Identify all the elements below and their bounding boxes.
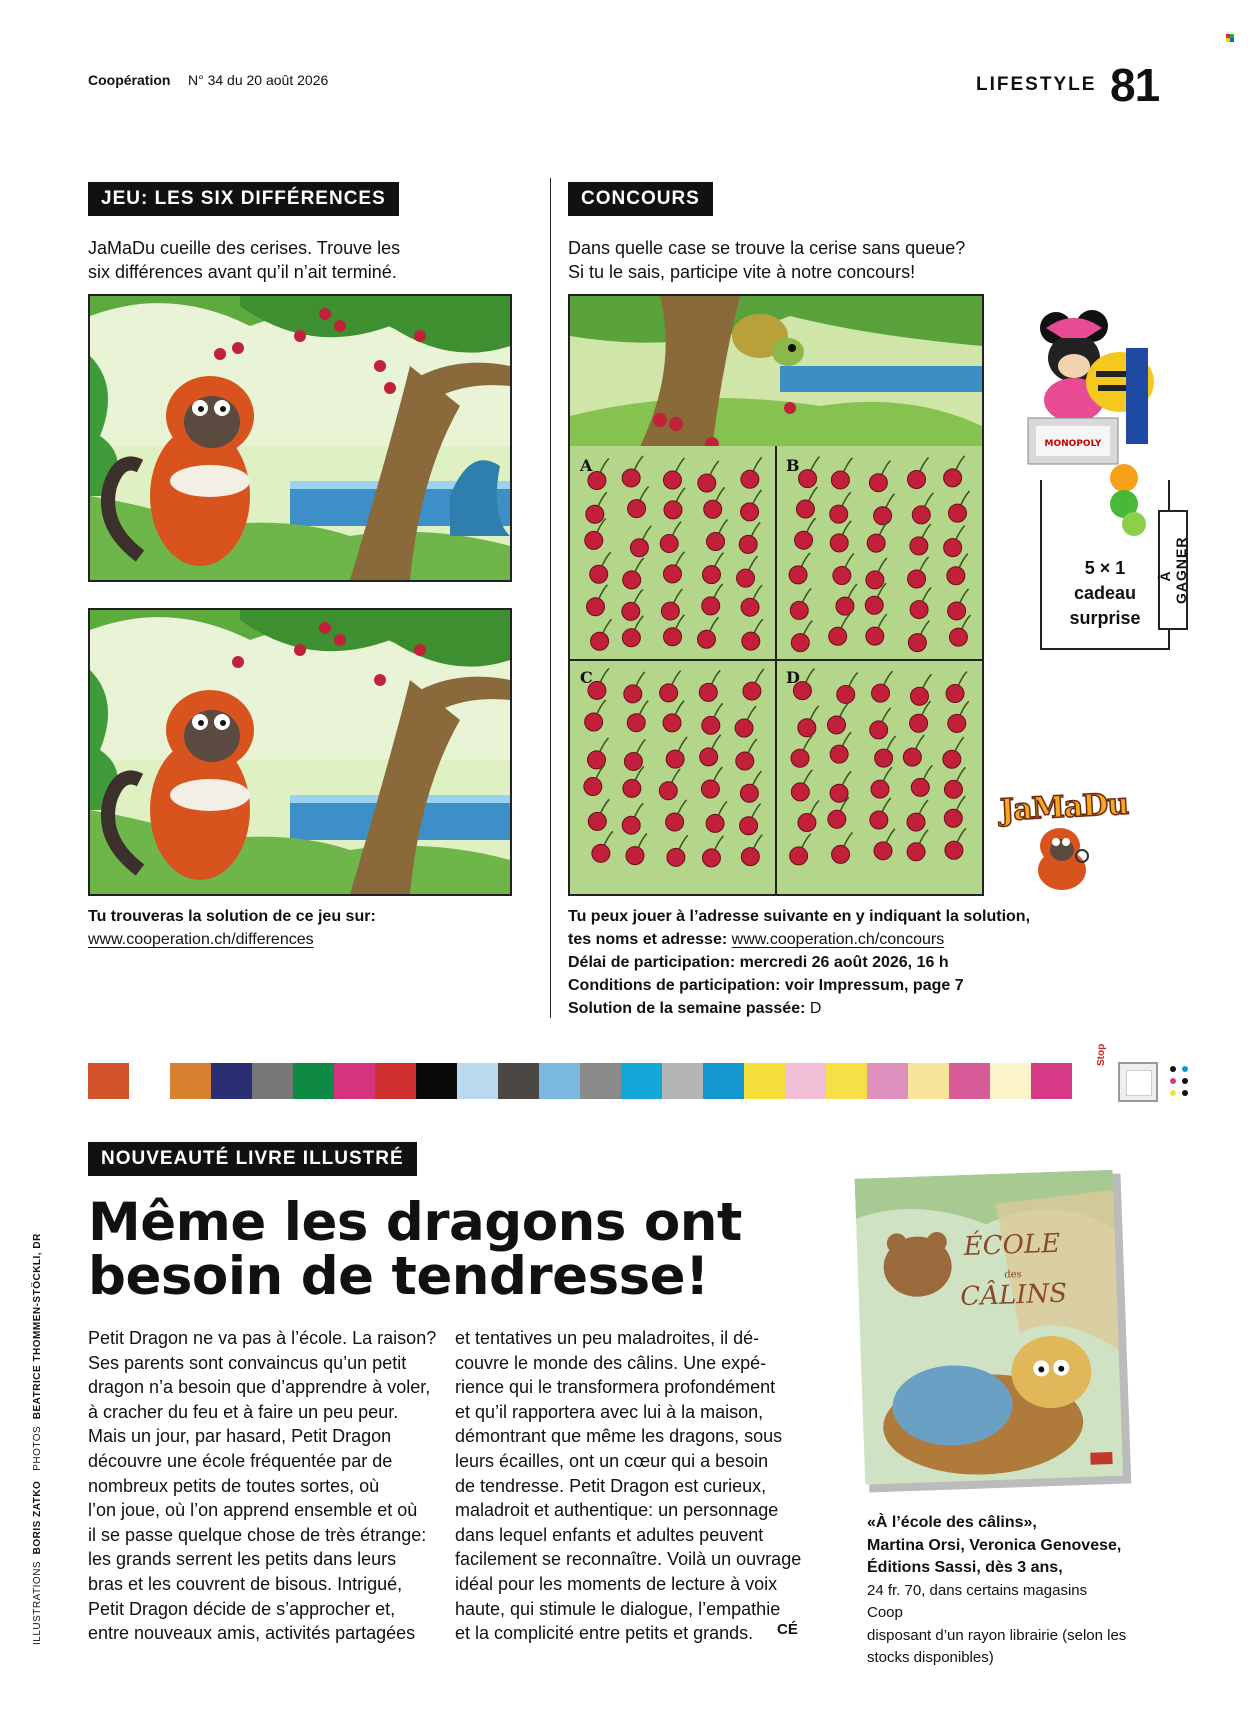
cherry (588, 812, 606, 830)
cherry (836, 597, 854, 615)
cherry (741, 598, 759, 616)
contest-question-line: Dans quelle case se trouve la cerise sans queue? (568, 238, 966, 258)
cherry (791, 634, 809, 652)
article-line: Mais un jour, par hasard, Petit Dragon (88, 1426, 392, 1447)
cherry (626, 847, 644, 865)
article-line: dans lequel enfants et adultes peuvent (455, 1524, 764, 1545)
cherry (790, 847, 808, 865)
contest-question (568, 236, 965, 284)
cherry (622, 469, 640, 487)
cherry (798, 719, 816, 737)
cherry (944, 469, 962, 487)
article-headline (88, 1192, 742, 1307)
cherry (591, 632, 609, 650)
cherry-grid (570, 446, 982, 896)
cherry (666, 750, 684, 768)
svg-text:des: des (1004, 1269, 1022, 1281)
article-line: les grands serrent les petits dans leurs (88, 1549, 397, 1570)
solution-label: Tu trouveras la solution de ce jeu sur: (88, 908, 376, 925)
cherry (622, 602, 640, 620)
prize-quantity: 5 × 1 (1084, 558, 1126, 578)
cherry (702, 566, 720, 584)
svg-text:ÉCOLE: ÉCOLE (963, 1228, 1061, 1263)
article-line: et tentatives un peu maladroites, il dé- (455, 1328, 760, 1348)
cherry (704, 500, 722, 518)
color-swatch (375, 1063, 416, 1099)
cherry (799, 470, 817, 488)
color-swatch (867, 1063, 908, 1099)
cherry (945, 841, 963, 859)
article-line: Ses parents sont convaincus qu’un petit (88, 1352, 407, 1373)
article-tag: NOUVEAUTÉ LIVRE ILLUSTRÉ (88, 1142, 417, 1176)
cherry (796, 500, 814, 518)
cherry (865, 596, 883, 614)
stop-mark (1118, 1062, 1158, 1102)
jamadu-cherries-illustration (90, 296, 510, 580)
cherry (907, 843, 925, 861)
jamadu-mascot-image (1030, 822, 1094, 892)
cherry (659, 782, 677, 800)
cherry (908, 471, 926, 489)
color-swatch (662, 1063, 703, 1099)
cherry (943, 750, 961, 768)
color-swatch (129, 1063, 170, 1099)
cherry (742, 632, 760, 650)
credits-illustrations-name: BORIS ZATKO (32, 1480, 43, 1555)
cherry (872, 684, 890, 702)
book-authors: Martina Orsi, Veronica Genovese, (867, 1536, 1122, 1554)
headline-line: Même les dragons ont (88, 1192, 742, 1253)
article-line: découvre une école fréquentée par de (88, 1450, 393, 1471)
cherry (706, 814, 724, 832)
cherry (910, 601, 928, 619)
cherry (741, 503, 759, 521)
svg-text:CÂLINS: CÂLINS (959, 1278, 1068, 1313)
book-availability: stocks disponibles) (867, 1649, 994, 1666)
cherry (739, 535, 757, 553)
prize-badge: À GAGNER (1157, 536, 1189, 604)
cherry (622, 629, 640, 647)
prize-description (1050, 556, 1160, 631)
cherry (949, 628, 967, 646)
cherry (663, 714, 681, 732)
article-line: et la complicité entre petits et grands. (455, 1623, 754, 1644)
differences-illustration-bottom (88, 608, 512, 896)
cell-label-b: B (786, 456, 800, 475)
cherry (664, 501, 682, 519)
cherry (828, 716, 846, 734)
cherry (907, 813, 925, 831)
cherry (791, 783, 809, 801)
cherry (743, 682, 761, 700)
contest-conditions: Conditions de participation: voir Impressum, page 7 (568, 977, 964, 994)
game-tag: JEU: LES SIX DIFFÉRENCES (88, 182, 399, 216)
color-swatch (498, 1063, 539, 1099)
color-swatch (580, 1063, 621, 1099)
cherry (697, 630, 715, 648)
last-solution-label: Solution de la semaine passée: (568, 1000, 806, 1017)
contest-deadline: Délai de participation: mercredi 26 août 2026, 16 h (568, 954, 949, 971)
cherry (666, 813, 684, 831)
cherry (700, 748, 718, 766)
game-intro (88, 236, 400, 284)
color-swatch (621, 1063, 662, 1099)
cherry (908, 634, 926, 652)
cherry (874, 842, 892, 860)
cherry (736, 752, 754, 770)
game-intro-line: six différences avant qu’il n’ait terminé. (88, 262, 397, 282)
cell-label-d: D (786, 668, 800, 687)
cherry (702, 716, 720, 734)
cherry (590, 565, 608, 583)
cherry (910, 537, 928, 555)
cherry-grid-drawing (570, 446, 982, 896)
article-line: et qu’il rapportera avec lui à la maison, (455, 1401, 764, 1422)
color-swatch (211, 1063, 252, 1099)
cherry (830, 745, 848, 763)
color-swatch (88, 1063, 129, 1099)
cherry (944, 780, 962, 798)
stop-label: Stop (1096, 1043, 1107, 1066)
cherry (798, 814, 816, 832)
color-swatch (416, 1063, 457, 1099)
registration-mark-icon (1226, 34, 1234, 42)
cherry (701, 780, 719, 798)
publication-name: Coopération (88, 72, 171, 88)
article-line: l’on joue, où l’on apprend ensemble et où (88, 1500, 418, 1521)
cherry-puzzle-illustration (568, 294, 984, 896)
credits-photos-label: PHOTOS (32, 1425, 43, 1471)
contest-link[interactable]: www.cooperation.ch/concours (731, 931, 945, 948)
contest-instructions (568, 905, 1030, 1020)
cherry (702, 597, 720, 615)
cherry (791, 749, 809, 767)
cherry (830, 784, 848, 802)
color-swatch (334, 1063, 375, 1099)
article-line: Petit Dragon ne va pas à l’école. La raison? (88, 1328, 437, 1348)
column-divider (550, 178, 551, 1018)
cherry (660, 684, 678, 702)
book-price: 24 fr. 70, dans certains magasins Coop (867, 1581, 1088, 1621)
cherry (832, 845, 850, 863)
cherry (628, 500, 646, 518)
cherry (741, 470, 759, 488)
cherry (740, 784, 758, 802)
cherry (585, 713, 603, 731)
cherry (584, 778, 602, 796)
cherry (789, 566, 807, 584)
article-line: de tendresse. Petit Dragon est curieux, (455, 1475, 767, 1496)
cherry (831, 471, 849, 489)
cherry (698, 474, 716, 492)
credits-photos-name: BEATRICE THOMMEN-STÖCKLI, DR (32, 1233, 43, 1420)
article-line: il se passe quelque chose de très étrange: (88, 1524, 427, 1545)
article-line: maladroit et authentique: un personnage (455, 1500, 779, 1521)
article-line: idéal pour les moments de lecture à voix (455, 1573, 778, 1594)
color-swatch (457, 1063, 498, 1099)
cherry (947, 567, 965, 585)
article-line: à cracher du feu et à faire un peu peur. (88, 1401, 399, 1422)
cherry (735, 719, 753, 737)
credits-illustrations-label: ILLUSTRATIONS (32, 1560, 43, 1645)
cherry (795, 531, 813, 549)
article-signature: CÉ (777, 1621, 798, 1638)
contest-address-label: tes noms et adresse: (568, 931, 728, 948)
cherry (663, 565, 681, 583)
cherry (585, 531, 603, 549)
cherry (910, 714, 928, 732)
article-line: haute, qui stimule le dialogue, l’empathie (455, 1598, 781, 1619)
article-line: facilement se reconnaître. Voilà un ouvrage (455, 1549, 802, 1570)
cherry (829, 627, 847, 645)
differences-illustration-top (88, 294, 512, 582)
cherry (833, 567, 851, 585)
color-swatch (703, 1063, 744, 1099)
article-line: démontrant que même les dragons, sous (455, 1426, 783, 1447)
article-line: couvre le monde des câlins. Une expé- (455, 1352, 767, 1373)
registration-dots-icon (1170, 1064, 1192, 1100)
cherry (866, 571, 884, 589)
article-column-2 (455, 1326, 815, 1646)
cherry (946, 685, 964, 703)
game-solution (88, 905, 376, 951)
contest-tag: CONCOURS (568, 182, 713, 216)
cherry (702, 849, 720, 867)
cherry (699, 683, 717, 701)
cherry (790, 601, 808, 619)
last-solution-value: D (809, 1000, 822, 1017)
headline-line: besoin de tendresse! (88, 1246, 709, 1307)
last-solution (568, 997, 1030, 1020)
cherry (828, 810, 846, 828)
cherry (830, 505, 848, 523)
article-line: Petit Dragon décide de s’approcher et, (88, 1598, 396, 1619)
cell-label-c: C (580, 668, 593, 687)
color-swatch (990, 1063, 1031, 1099)
article-line: bras et les couvrent de bisous. Intrigué, (88, 1573, 403, 1594)
cell-label-a: A (580, 456, 593, 475)
cherry (871, 780, 889, 798)
solution-link[interactable]: www.cooperation.ch/differences (88, 931, 314, 948)
contest-question-line: Si tu le sais, participe vite à notre concours! (568, 262, 916, 282)
color-swatch (293, 1063, 334, 1099)
cherry (624, 752, 642, 770)
book-availability: disposant d’un rayon librairie (selon les (867, 1626, 1127, 1644)
prize-label: cadeau (1073, 583, 1137, 603)
cherry (737, 569, 755, 587)
cherry (908, 570, 926, 588)
article-line: rience qui le transformera profondément (455, 1377, 776, 1398)
book-publisher: Éditions Sassi, dès 3 ans, (867, 1559, 1063, 1576)
color-swatch (826, 1063, 867, 1099)
article-line: entre nouveaux amis, activités partagées (88, 1623, 416, 1644)
cherry (874, 507, 892, 525)
issue-date: N° 34 du 20 août 2026 (188, 72, 329, 88)
cherry (944, 809, 962, 827)
cherry (948, 602, 966, 620)
cherry (630, 539, 648, 557)
cherry (870, 721, 888, 739)
cherry (948, 714, 966, 732)
cherry (587, 598, 605, 616)
cherry (867, 534, 885, 552)
color-swatch (539, 1063, 580, 1099)
contest-play-line (568, 928, 1030, 951)
color-swatch (949, 1063, 990, 1099)
svg-text:MONOPOLY: MONOPOLY (1044, 439, 1102, 449)
photo-credits (32, 1233, 43, 1645)
cherry (623, 779, 641, 797)
cherry (911, 778, 929, 796)
cherry (869, 474, 887, 492)
cherry (660, 535, 678, 553)
section-title: LIFESTYLE (976, 74, 1097, 95)
color-swatch (252, 1063, 293, 1099)
tortoise-tree-scene (570, 296, 982, 466)
page-number: 81 (1110, 59, 1160, 111)
cherry (870, 811, 888, 829)
cherry (830, 534, 848, 552)
cherry (661, 602, 679, 620)
jamadu-cherries-illustration (90, 610, 510, 894)
cherry (664, 628, 682, 646)
contest-play-line: Tu peux jouer à l’adresse suivante en y indiquant la solution, (568, 908, 1031, 925)
color-swatch (1031, 1063, 1072, 1099)
cherry (944, 539, 962, 557)
jamadu-logo: JaMaDu (999, 786, 1129, 829)
cherry (741, 848, 759, 866)
book-title: «À l’école des câlins», (867, 1514, 1037, 1531)
cherry (707, 533, 725, 551)
color-swatch (908, 1063, 949, 1099)
cherry (912, 506, 930, 524)
cherry (875, 749, 893, 767)
color-swatch (785, 1063, 826, 1099)
cherry (866, 627, 884, 645)
article-column-1 (88, 1326, 438, 1646)
cherry (586, 505, 604, 523)
book-cover-image (855, 1169, 1136, 1496)
article-line: leurs écailles, ont un cœur qui a besoin (455, 1450, 769, 1471)
cherry (911, 687, 929, 705)
book-caption (867, 1512, 1127, 1670)
game-intro-line: JaMaDu cueille des cerises. Trouve les (88, 238, 401, 258)
cherry (903, 748, 921, 766)
print-color-bar (88, 1063, 1072, 1099)
color-swatch (170, 1063, 211, 1099)
article-line: nombreux petits de toutes sortes, où (88, 1475, 380, 1496)
cherry (627, 714, 645, 732)
article-line: dragon n’a besoin que d’apprendre à voler, (88, 1377, 431, 1398)
cherry (667, 848, 685, 866)
cherry (740, 817, 758, 835)
cherry (592, 844, 610, 862)
cherry (663, 471, 681, 489)
cherry (948, 504, 966, 522)
cherry (623, 571, 641, 589)
cherry (624, 685, 642, 703)
color-swatch (744, 1063, 785, 1099)
cherry (622, 816, 640, 834)
cherry (837, 685, 855, 703)
prize-label: surprise (1069, 608, 1141, 628)
